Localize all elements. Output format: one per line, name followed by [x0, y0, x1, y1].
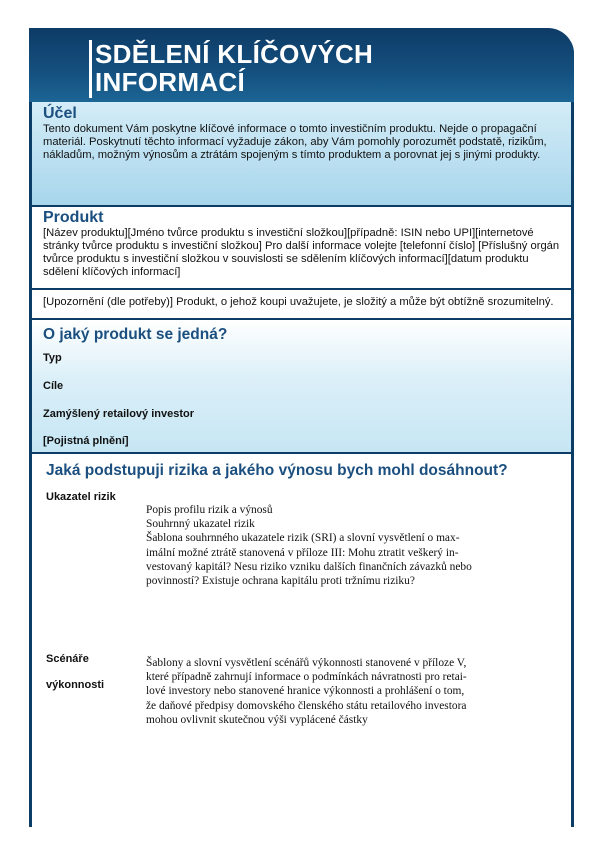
risk-indicator-label: Ukazatel rizik	[46, 491, 116, 503]
document-title-line-1: SDĚLENÍ KLÍČOVÝCH	[95, 39, 374, 69]
scenarios-line: lové investory nebo stanovené hranice výkonnosti a prohlášení o tom,	[146, 685, 465, 697]
section-ucel-text: Tento dokument Vám poskytne klíčové informace o tomto investičním produktu. Nejde o propagační materiál. Poskytnutí těchto informací vyžaduje zákon, aby Vám pomohly porozumět podstatě, rizikům, nákladům, možným výnosům a ztrátám spojeným s tímto produktem a porovnat jej s jinými produkty.	[43, 123, 547, 161]
item-cile: Cíle	[43, 380, 64, 392]
item-typ: Typ	[43, 352, 62, 364]
scenarios-line: mohou ovlivnit skutečnou výši vyplácené částky	[146, 714, 368, 726]
risk-indicator-line: Popis profilu rizik a výnosů	[146, 504, 273, 516]
section-rizika	[32, 454, 571, 827]
document-title	[95, 40, 373, 96]
section-ucel	[32, 102, 571, 206]
header-accent-rule	[89, 40, 92, 98]
scenarios-label-line-2: výkonnosti	[46, 679, 105, 691]
item-zamysleny-investor: Zamýšlený retailový investor	[43, 408, 195, 420]
scenarios-line: že daňové předpisy domovského členského státu retailového investora	[146, 700, 467, 712]
risk-indicator-line: vestovaný kapitál? Nesu riziko vzniku dalších finančních závazků nebo	[146, 561, 472, 573]
document-frame	[29, 28, 574, 827]
scenarios-line: které případně zahrnují informace o podmínkách návratnosti pro retai-	[146, 671, 467, 683]
section-upozorneni-text: [Upozornění (dle potřeby)] Produkt, o jehož koupi uvažujete, je složitý a může být obtížně srozumitelný.	[43, 296, 554, 308]
section-rizika-heading: Jaká podstupuji rizika a jakého výnosu bych mohl dosáhnout?	[46, 462, 508, 479]
risk-indicator-line: Šablona souhrnného ukazatele rizik (SRI) a slovní vysvětlení o max-	[146, 532, 460, 544]
document-header	[29, 28, 574, 102]
section-o-produkt	[32, 320, 571, 452]
risk-indicator-line: povinností? Existuje ochrana kapitálu proti tržnímu riziku?	[146, 575, 415, 587]
scenarios-label-line-1: Scénáře	[46, 653, 89, 665]
section-produkt-text: [Název produktu][Jméno tvůrce produktu s investiční složkou][případně: ISIN nebo UPI][internetové stránky tvůrce produktu s investiční složkou] Pro další informace volejte [telefonní číslo] [Příslušný orgán tvůrce produktu s investiční složkou v souvislosti se sdělením klíčových informací][datum produktu sdělení klíčových informací]	[43, 227, 560, 278]
document-title-line-2: INFORMACÍ	[95, 67, 246, 97]
risk-indicator-line: Souhrnný ukazatel rizik	[146, 518, 255, 530]
risk-indicator-line: imální možné ztrátě stanovená v příloze III: Mohu ztratit veškerý in-	[146, 547, 459, 559]
item-pojistna-plneni: [Pojistná plnění]	[43, 435, 129, 447]
scenarios-line: Šablony a slovní vysvětlení scénářů výkonnosti stanovené v příloze V,	[146, 657, 467, 669]
section-upozorneni	[32, 290, 571, 318]
section-produkt	[32, 207, 571, 288]
section-ucel-heading: Účel	[43, 105, 77, 122]
section-o-produkt-heading: O jaký produkt se jedná?	[43, 326, 228, 343]
section-produkt-heading: Produkt	[43, 209, 104, 226]
